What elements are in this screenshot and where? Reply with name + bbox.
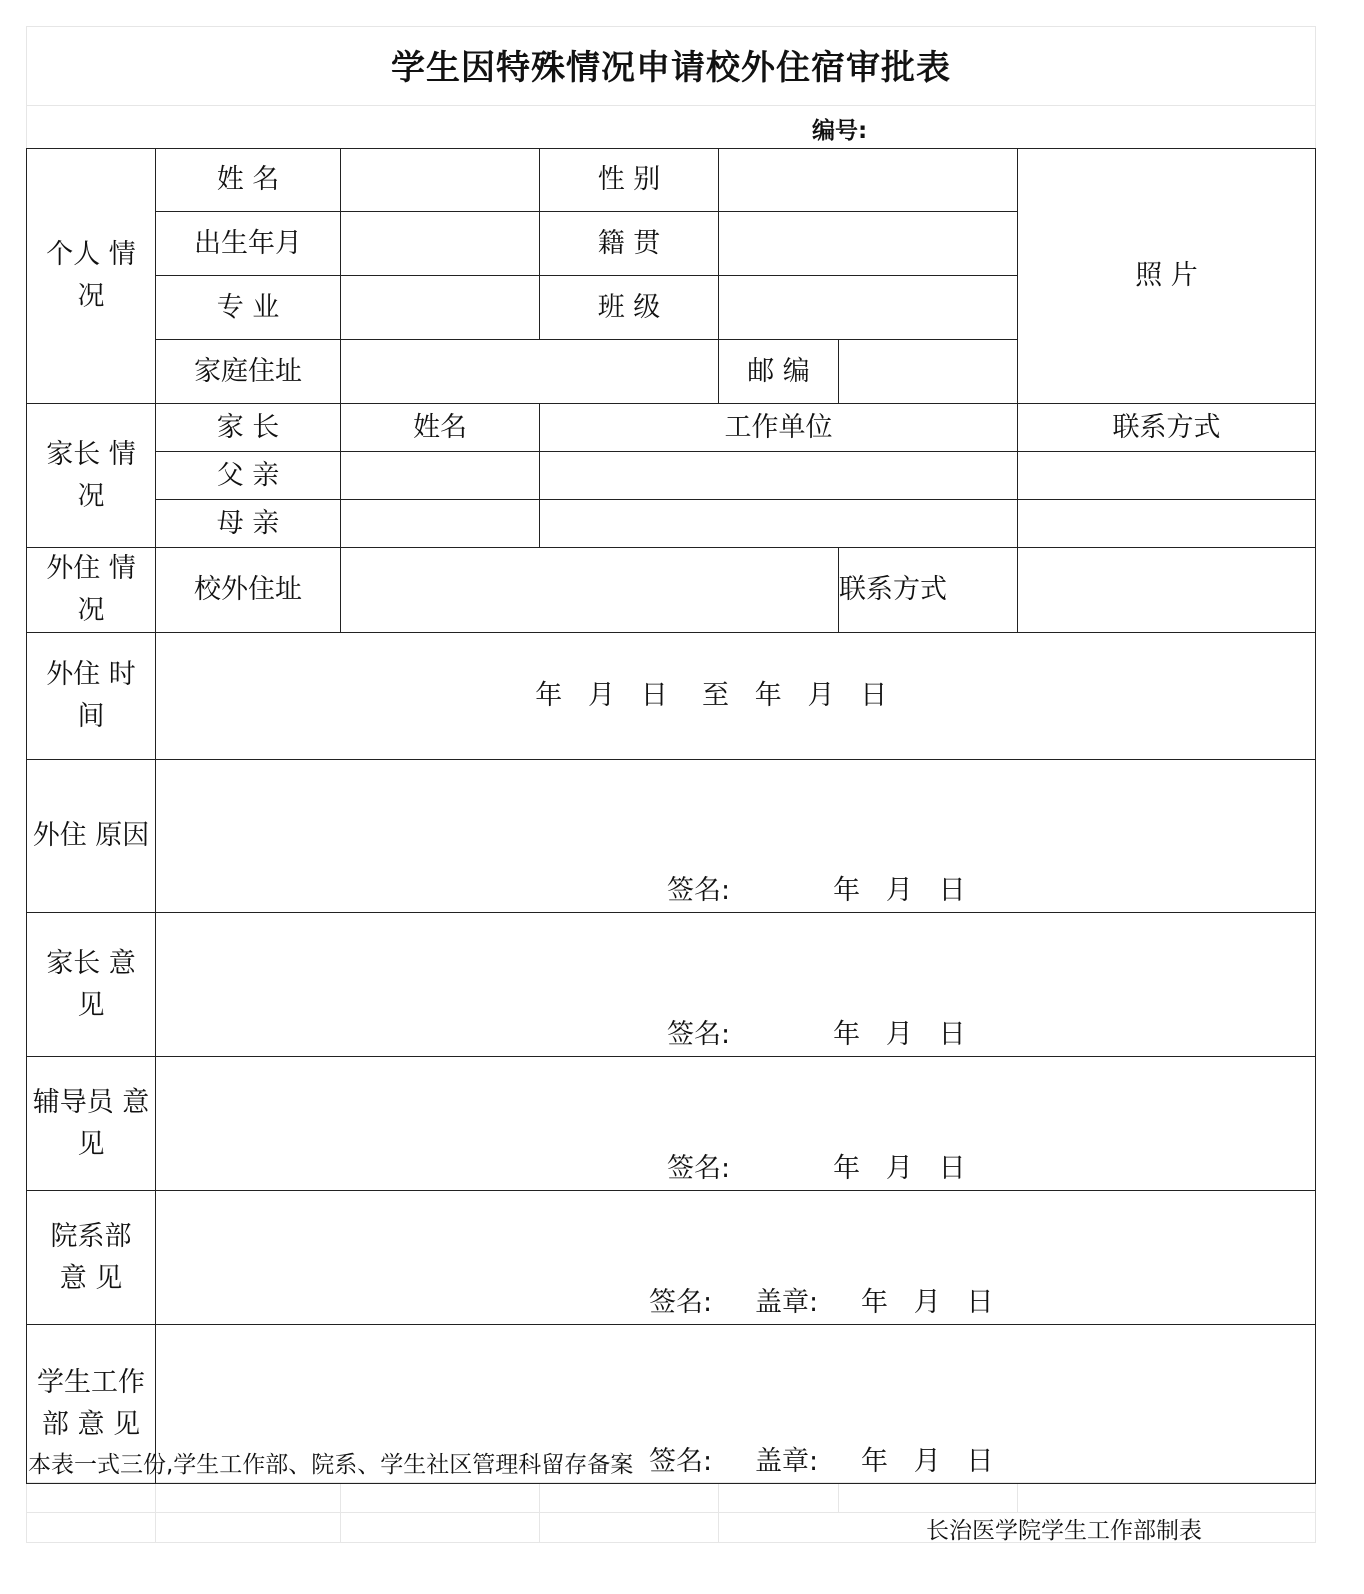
father-label: 父 亲 [156,452,341,500]
father-name-field[interactable] [341,452,540,500]
parent-work-header: 工作单位 [540,404,1018,452]
mother-label: 母 亲 [156,500,341,548]
grid-line [539,1482,540,1542]
birth-field[interactable] [341,212,540,276]
mother-contact-field[interactable] [1018,500,1316,548]
offcampus-contact-label: 联系方式 [839,548,1018,633]
student-affairs-opinion-text: 学生工作 部 意 见 [37,1367,145,1440]
reason-sign-line: 签名: 年 月 日 [667,875,966,906]
birth-label: 出生年月 [156,212,341,276]
department-opinion-label [27,1191,156,1325]
offcampus-contact-field[interactable] [1018,548,1316,633]
name-label: 姓 名 [156,149,341,212]
photo-label: 照 片 [1135,260,1198,291]
gender-field[interactable] [719,149,1018,212]
grid-line [26,105,1316,106]
class-field[interactable] [719,276,1018,340]
counselor-opinion-label: 辅导员 意 见 [27,1057,156,1191]
class-label: 班 级 [540,276,719,340]
period-section-text: 外住 时 间 [46,659,136,732]
grid-line [1017,1482,1018,1512]
personal-section-label [27,149,156,404]
counselor-opinion-field[interactable] [156,1057,1316,1191]
reason-field[interactable] [156,760,1316,913]
department-opinion-text: 院系部 意 见 [50,1220,132,1294]
parent-opinion-label [27,913,156,1057]
mother-name-field[interactable] [341,500,540,548]
student-affairs-opinion-sign-line: 签名: 盖章: 年 月 日 [649,1446,994,1477]
offcampus-section-label [27,548,156,633]
native-place-field[interactable] [719,212,1018,276]
footer-note: 本表一式三份,学生工作部、院系、学生社区管理科留存备案 [28,1452,634,1478]
department-opinion-field[interactable] [156,1191,1316,1325]
name-field[interactable] [341,149,540,212]
mother-work-field[interactable] [540,500,1018,548]
period-section-label [27,633,156,760]
grid-line [26,1512,1316,1513]
grid-line [155,1482,156,1542]
offcampus-address-label: 校外住址 [156,548,341,633]
parent-contact-header: 联系方式 [1018,404,1316,452]
father-work-field[interactable] [540,452,1018,500]
counselor-opinion-sign-line: 签名: 年 月 日 [667,1153,966,1184]
personal-section-text: 个人 情 况 [46,239,136,312]
page-title: 学生因特殊情况申请校外住宿审批表 [391,48,951,88]
period-value: 年 月 日 至 年 月 日 [535,680,888,711]
parent-opinion-field[interactable] [156,913,1316,1057]
home-address-label: 家庭住址 [156,340,341,404]
period-field[interactable] [156,633,1316,760]
father-contact-field[interactable] [1018,452,1316,500]
parents-section-label [27,404,156,548]
photo-box[interactable] [1018,149,1316,404]
approval-form-table [26,148,1316,1484]
grid-line [340,1482,341,1542]
zip-field[interactable] [839,340,1018,404]
grid-line [26,26,1316,27]
reason-section-label: 外住 原因 [27,760,156,913]
major-label: 专 业 [156,276,341,340]
gender-label: 性 别 [540,149,719,212]
parent-opinion-sign-line: 签名: 年 月 日 [667,1019,966,1050]
grid-line [718,1482,719,1542]
form-maker: 长治医学院学生工作部制表 [926,1518,1202,1544]
zip-label: 邮 编 [719,340,839,404]
parents-section-text: 家长 情 况 [46,438,136,512]
native-place-label: 籍 贯 [540,212,719,276]
department-opinion-sign-line: 签名: 盖章: 年 月 日 [649,1287,994,1318]
parent-name-header: 姓名 [341,404,540,452]
serial-number-label[interactable]: 编号: [812,118,868,144]
parent-header-label: 家 长 [156,404,341,452]
offcampus-address-field[interactable] [341,548,839,633]
offcampus-section-text: 外住 情 况 [46,553,136,626]
grid-line [838,1482,839,1512]
parent-opinion-text: 家长 意 见 [46,947,136,1021]
major-field[interactable] [341,276,540,340]
home-address-field[interactable] [341,340,719,404]
